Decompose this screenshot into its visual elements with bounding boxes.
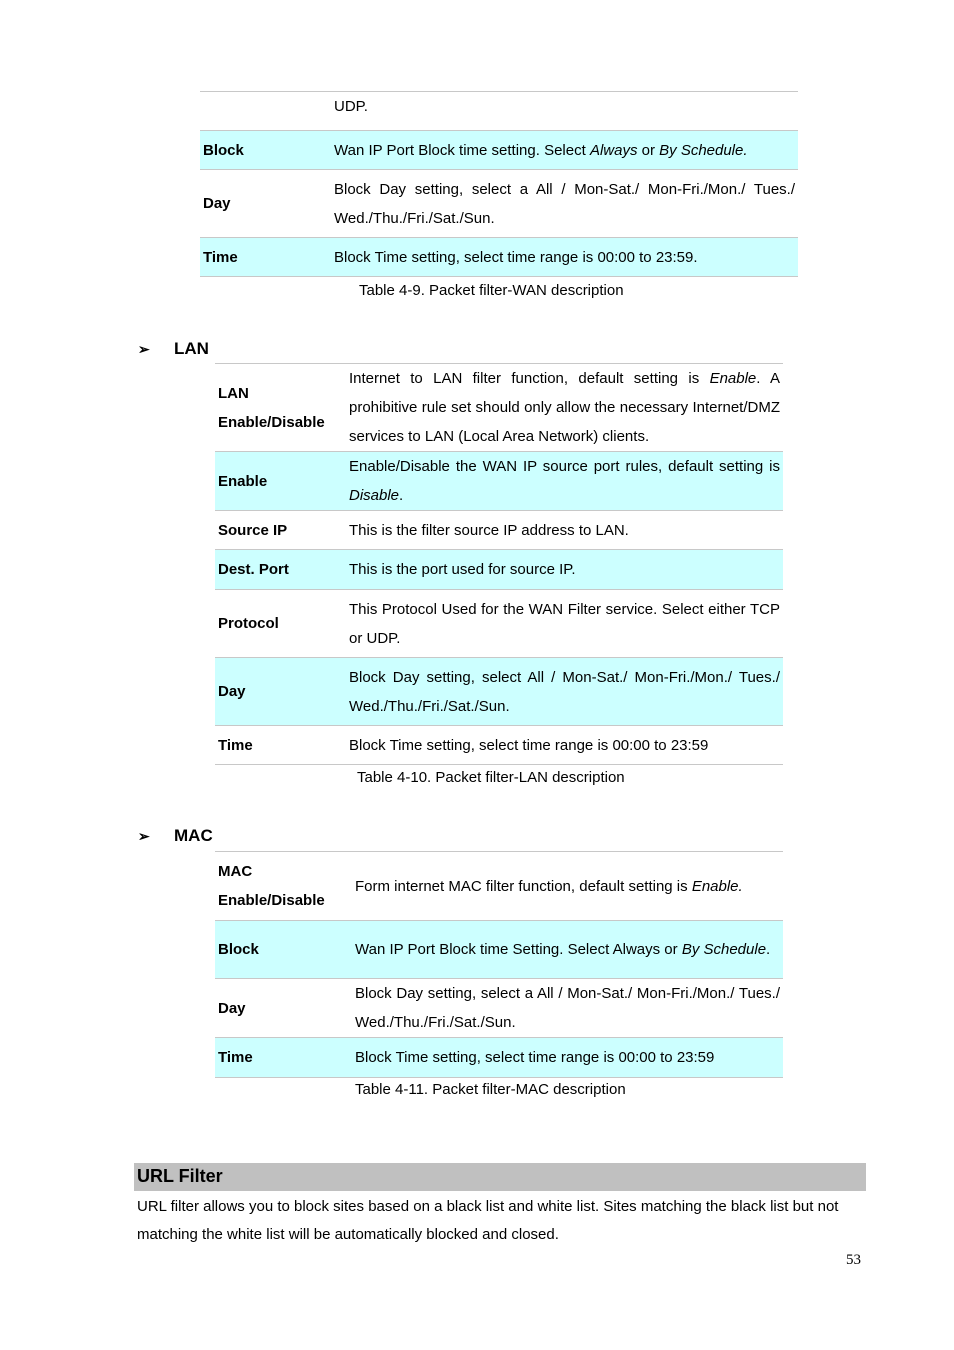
- bullet-arrow-icon: ➢: [138, 340, 150, 357]
- row-key: Time: [218, 736, 253, 754]
- table-row: [200, 131, 798, 170]
- row-key: [200, 92, 331, 131]
- table-row: [215, 511, 783, 550]
- row-value: Form internet MAC filter function, default setting is Enable.: [355, 877, 743, 895]
- table-row: [200, 238, 798, 277]
- url-filter-heading-bar: [134, 1163, 866, 1191]
- row-key: Block: [215, 921, 352, 979]
- table-row: [215, 921, 783, 979]
- page-number: 53: [846, 1252, 861, 1268]
- row-key: Day: [215, 658, 346, 726]
- row-key: Source IP: [218, 521, 288, 539]
- table-row: [215, 590, 783, 658]
- row-key: Time: [200, 238, 331, 277]
- table-row: [215, 979, 783, 1038]
- row-value: Block Time setting, select time range is 00:00 to 23:59: [352, 1038, 783, 1078]
- row-value: This is the port used for source IP.: [346, 550, 783, 590]
- lan-heading: [138, 339, 209, 359]
- row-key: Enable: [215, 452, 346, 511]
- row-value: This Protocol Used for the WAN Filter service. Select either TCP or UDP.: [349, 600, 780, 647]
- table-row: [215, 658, 783, 726]
- table-row: [215, 726, 783, 765]
- wan-description-table: [200, 91, 798, 277]
- row-value: Block Day setting, select a All / Mon-Sat./ Mon-Fri./Mon./ Tues./ Wed./Thu./Fri./Sat./Sun.: [355, 985, 780, 1031]
- url-filter-description: URL filter allows you to block sites based on a black list and white list. Sites matching the black list but not matching the white list will be automatically blocked and closed.: [137, 1198, 839, 1243]
- row-key: Day: [218, 999, 246, 1017]
- bullet-arrow-icon: ➢: [138, 827, 150, 844]
- row-key: Day: [203, 195, 231, 212]
- row-key: LAN Enable/Disable: [218, 384, 325, 431]
- row-value: This is the filter source IP address to LAN.: [349, 521, 629, 539]
- table-row: [215, 1038, 783, 1078]
- section-title: LAN: [174, 339, 209, 358]
- table-row: [215, 852, 783, 921]
- lan-description-table: [215, 363, 783, 765]
- row-key: Dest. Port: [215, 550, 346, 590]
- section-title: URL Filter: [137, 1166, 223, 1186]
- row-key: Time: [215, 1038, 352, 1078]
- table-row: [215, 550, 783, 590]
- table-row: [200, 92, 798, 131]
- row-value: Wan IP Port Block time setting. Select Always or By Schedule.: [331, 131, 798, 170]
- row-key: Block: [200, 131, 331, 170]
- row-value: Enable/Disable the WAN IP source port rules, default setting is Disable.: [346, 452, 783, 511]
- table-row: [215, 364, 783, 452]
- row-key: MAC Enable/Disable: [218, 863, 325, 909]
- section-title: MAC: [174, 826, 213, 845]
- table-row: [215, 452, 783, 511]
- row-value: UDP.: [334, 98, 368, 115]
- table-caption: Table 4-9. Packet filter-WAN description: [359, 282, 624, 299]
- row-value: Wan IP Port Block time Setting. Select Always or By Schedule.: [352, 921, 783, 979]
- table-row: [200, 170, 798, 238]
- mac-description-table: [215, 851, 783, 1078]
- row-value: Block Day setting, select All / Mon-Sat./ Mon-Fri./Mon./ Tues./ Wed./Thu./Fri./Sat./Sun.: [346, 658, 783, 726]
- row-value: Internet to LAN filter function, default setting is Enable. A prohibitive rule set should only allow the necessary Internet/DMZ services to LAN (Local Area Network) clients.: [349, 370, 780, 445]
- row-value: Block Time setting, select time range is 00:00 to 23:59: [349, 736, 709, 754]
- row-key: Protocol: [218, 615, 279, 632]
- row-value: Block Time setting, select time range is 00:00 to 23:59.: [331, 238, 798, 277]
- mac-heading: [138, 826, 213, 846]
- row-value: Block Day setting, select a All / Mon-Sat./ Mon-Fri./Mon./ Tues./ Wed./Thu./Fri./Sat./Sun.: [334, 180, 795, 227]
- table-caption: Table 4-11. Packet filter-MAC description: [355, 1081, 626, 1098]
- table-caption: Table 4-10. Packet filter-LAN description: [357, 769, 625, 786]
